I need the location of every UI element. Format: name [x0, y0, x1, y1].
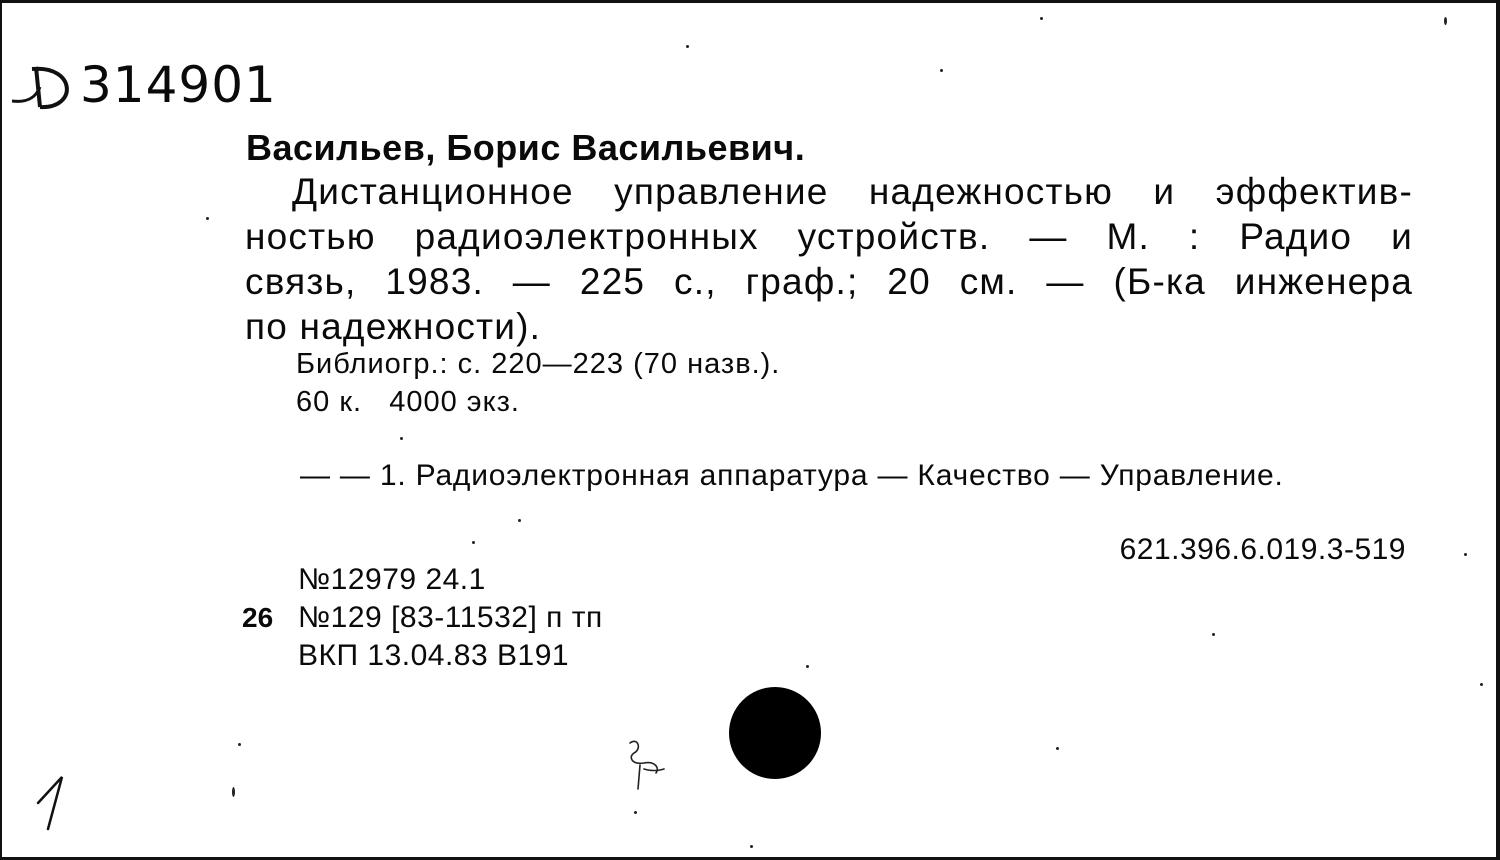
- punch-hole: [729, 687, 821, 779]
- paper-speck: [1040, 17, 1043, 20]
- paper-speck: [400, 437, 403, 440]
- paper-speck: [1480, 683, 1483, 686]
- subject-heading: — — 1. Радиоэлектронная аппаратура — Качество — Управление.: [300, 459, 1284, 492]
- author-heading: Васильев, Борис Васильевич.: [246, 127, 806, 168]
- paper-speck: [238, 743, 241, 746]
- paper-speck: [634, 811, 637, 814]
- paper-speck: [940, 69, 943, 72]
- registration-line: ВКП 13.04.83 В191: [298, 639, 570, 672]
- bibliographic-description: [245, 169, 1413, 349]
- paper-speck: [206, 217, 209, 220]
- description-line: связь, 1983. — 225 с., граф.; 20 см. — (Б-ка инженера: [245, 261, 1413, 302]
- price-note: 60 к. 4000 экз.: [296, 386, 520, 418]
- notes-block: [296, 345, 780, 421]
- paper-speck: [806, 665, 809, 668]
- description-line: Дистанционное управление надежностью и эффектив-: [292, 171, 1413, 212]
- paper-speck: [1056, 747, 1059, 750]
- paper-speck: [1444, 17, 1447, 25]
- paper-speck: [472, 541, 475, 544]
- registration-line: №12979 24.1: [298, 563, 486, 596]
- paper-speck: [1212, 633, 1215, 636]
- registration-block: [298, 561, 603, 675]
- paper-speck: [750, 845, 753, 848]
- copies-mark: 26: [242, 602, 274, 633]
- handwritten-number: [32, 773, 72, 833]
- paper-speck: [518, 519, 521, 522]
- catalog-number: [80, 55, 277, 115]
- bibliography-note: Библиогр.: с. 220—223 (70 назв.).: [296, 348, 781, 380]
- catalog-number-text: 314901: [80, 56, 277, 114]
- paper-speck: [232, 787, 235, 797]
- paper-speck: [1464, 553, 1467, 556]
- description-line: ностью радиоэлектронных устройств. — М. : Радио и: [245, 216, 1413, 257]
- handwritten-scribble: [620, 735, 670, 795]
- paper-speck: [686, 45, 689, 48]
- registration-line: №129 [83-11532] п тп: [298, 601, 603, 634]
- catalog-prefix-mark: [6, 61, 76, 113]
- description-line: по надежности).: [245, 306, 542, 347]
- udc-code: 621.396.6.019.3-519: [1119, 533, 1406, 566]
